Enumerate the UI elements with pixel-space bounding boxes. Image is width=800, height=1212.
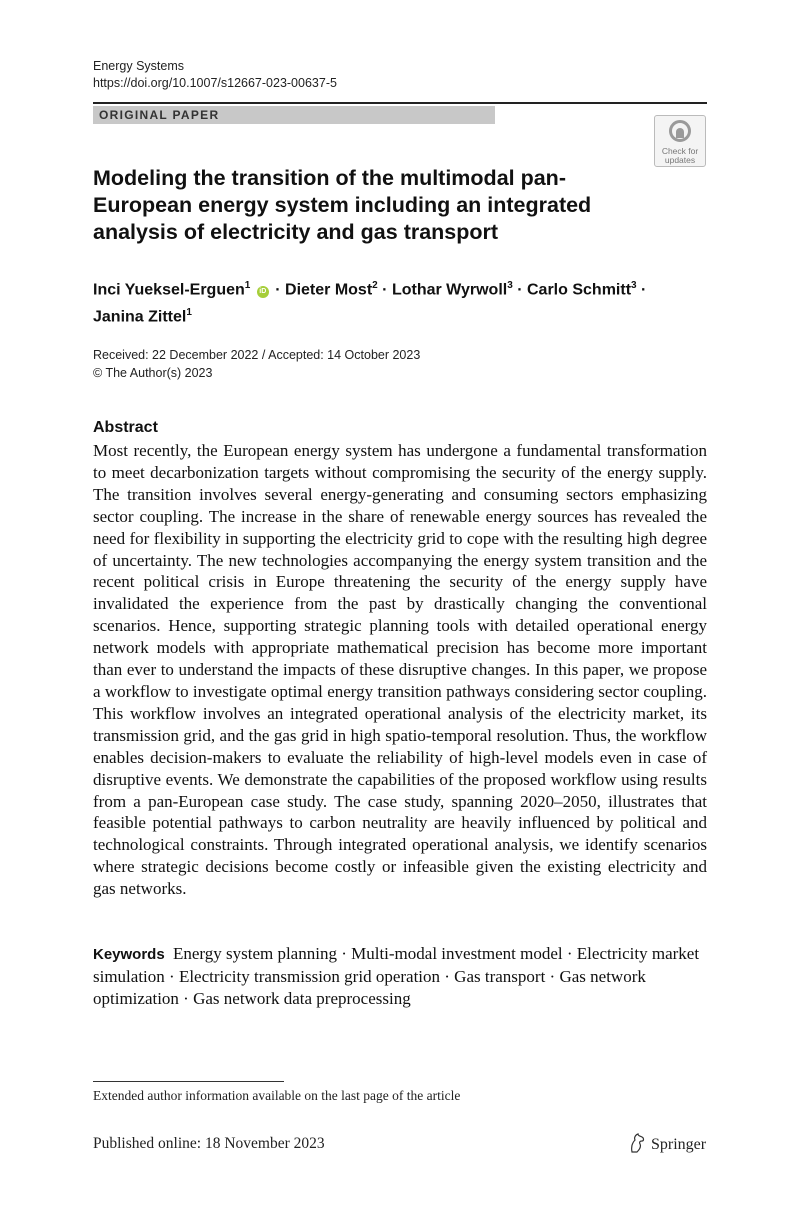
- author-list: [93, 274, 693, 329]
- keywords: [93, 943, 707, 1010]
- author-separator: ·: [275, 281, 281, 299]
- author-name[interactable]: Carlo Schmitt: [527, 281, 632, 299]
- author-name[interactable]: Dieter Most: [285, 281, 373, 299]
- orcid-icon[interactable]: iD: [257, 286, 269, 298]
- author-name[interactable]: Lothar Wyrwoll: [391, 281, 508, 299]
- author-separator: ·: [641, 281, 647, 299]
- category-bar: [93, 106, 495, 124]
- publisher-name: Springer: [651, 1136, 707, 1153]
- keywords-label: Keywords: [93, 946, 165, 963]
- author-affiliation: 1: [244, 280, 251, 291]
- copyright: © The Author(s) 2023: [93, 366, 213, 380]
- author-affiliation: 3: [631, 280, 637, 291]
- springer-horse-icon: [628, 1133, 646, 1153]
- author-separator: ·: [517, 281, 523, 299]
- publisher-logo[interactable]: [628, 1133, 706, 1154]
- journal-header: [93, 58, 337, 92]
- category-label: ORIGINAL PAPER: [99, 108, 220, 122]
- paper-title: Modeling the transition of the multimodal pan-European energy system including an integrated analysis of electricity and gas transport: [93, 166, 592, 244]
- doi-link[interactable]: https://doi.org/10.1007/s12667-023-00637-5: [93, 76, 337, 90]
- header-rule: [93, 102, 707, 104]
- keywords-text: Energy system planning · Multi-modal investment model · Electricity market simulation · Electricity transmission grid operation · Gas transport · Gas network optimization · Gas network data preprocessing: [93, 944, 700, 1008]
- published-date: Published online: 18 November 2023: [93, 1135, 325, 1152]
- abstract-text: Most recently, the European energy system has undergone a fundamental transformation to meet decarbonization targets without compromising the security of the energy supply. The transition involves several energy-generating and consuming sectors emphasizing sector coupling. The increase in the share of renewable energy sources has revealed the need for flexibility in supporting the electricity grid to cope with the resulting high degree of uncertainty. The new technologies accompanying the energy system transition and the recent political crisis in Europe threatening the security of the energy supply have invalidated the experience from the past by drastically changing the conventional scenarios. Hence, supporting strategic planning tools with detailed operational energy network models with appropriate mathematical precision has become more important than ever to understand the impacts of these disruptive changes. In this paper, we propose a workflow to investigate optimal energy transition pathways considering sector coupling. This workflow involves an integrated operational analysis of the electricity market, its transmission grid, and the gas grid in high spatio-temporal resolution. Thus, the workflow enables decision-makers to evaluate the reliability of high-level models even in case of disruptive events. We demonstrate the capabilities of the proposed workflow using results from a pan-European case study. The case study, spanning 2020–2050, illustrates that feasible potential pathways to carbon neutrality are heavily influenced by political and technological constraints. Through integrated operational analysis, we identify scenarios where strategic decisions become costly or infeasible given the existing electricity and gas networks.: [93, 441, 707, 899]
- check-updates-line1: Check for: [661, 146, 699, 156]
- author-name[interactable]: Inci Yueksel-Erguen: [93, 281, 245, 299]
- author-affiliation: 2: [372, 280, 378, 291]
- check-updates-line2: updates: [664, 155, 696, 165]
- author-affiliation: 3: [507, 280, 513, 291]
- journal-name: Energy Systems: [93, 59, 185, 73]
- author-name[interactable]: Janina Zittel: [93, 308, 187, 326]
- article-dates: [93, 346, 420, 382]
- received-accepted: Received: 22 December 2022 / Accepted: 14 October 2023: [93, 348, 421, 362]
- author-affiliation: 1: [186, 307, 192, 319]
- abstract-heading: Abstract: [93, 419, 158, 436]
- check-updates-icon: [669, 120, 691, 142]
- footnote-rule: [93, 1081, 284, 1082]
- check-for-updates-button[interactable]: [654, 115, 706, 167]
- footnote: Extended author information available on the last page of the article: [93, 1088, 461, 1103]
- author-separator: ·: [382, 281, 388, 299]
